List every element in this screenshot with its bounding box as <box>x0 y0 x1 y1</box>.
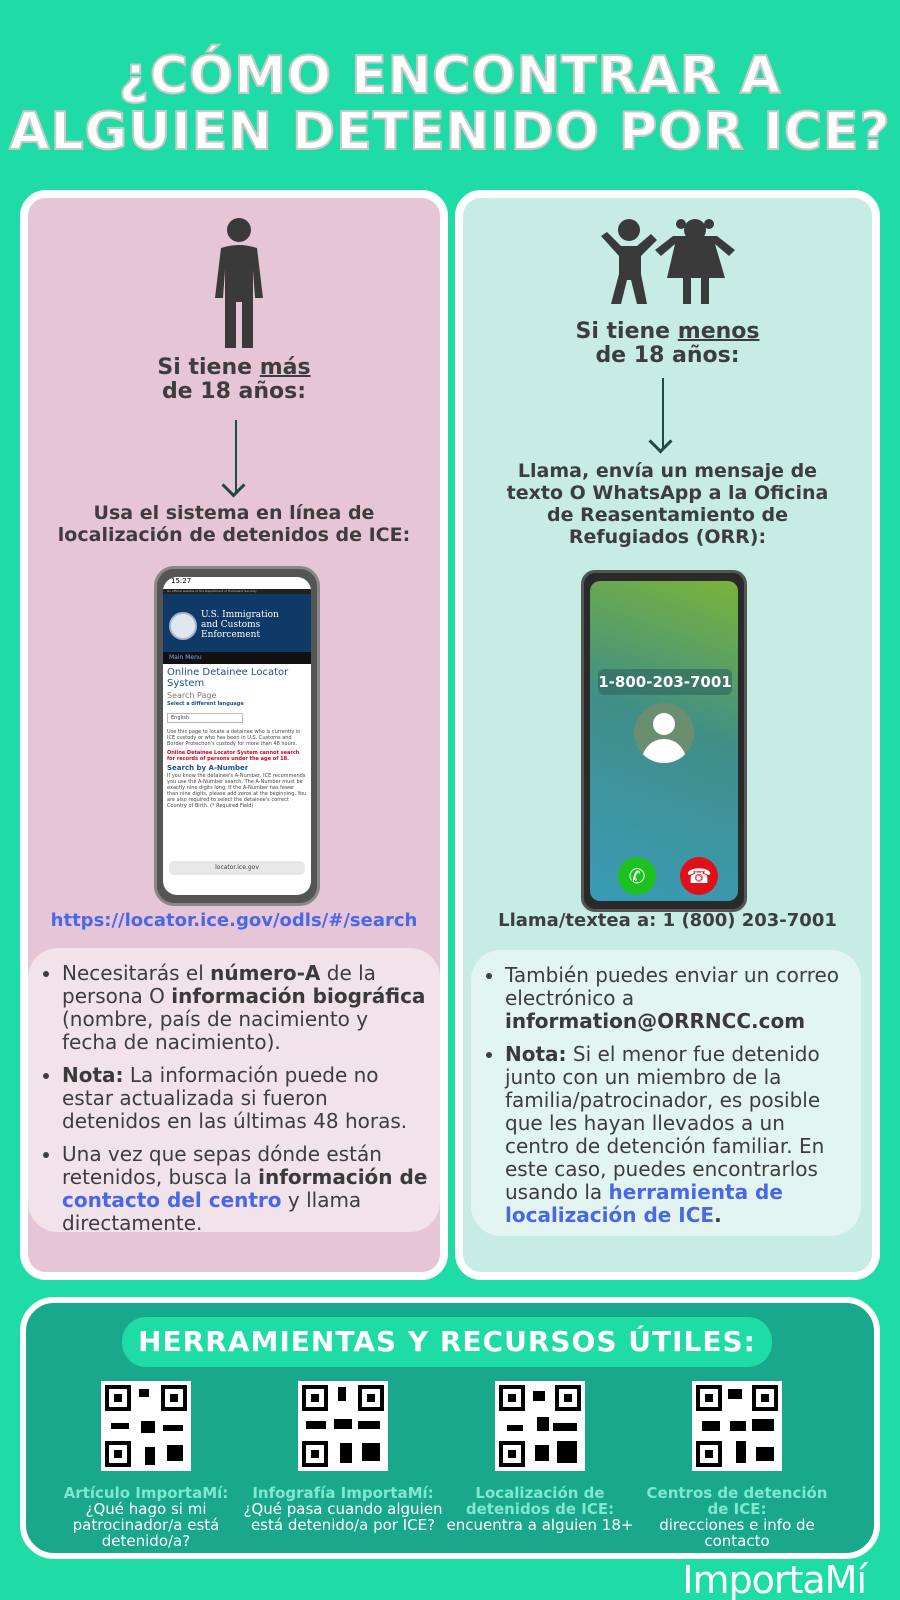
a-number-heading: Search by A-Number <box>167 764 249 772</box>
resource-heading: Infografía ImportaMí: <box>252 1484 434 1502</box>
down-arrow-icon <box>662 378 664 448</box>
locator-title: Online Detainee Locator System <box>167 667 289 689</box>
decline-call-icon: ☎ <box>680 857 718 895</box>
locator-url-link[interactable]: https://locator.ice.gov/odls/#/search <box>50 910 418 931</box>
center-contact-link[interactable]: contacto del centro <box>62 1188 282 1212</box>
call-line: Llama/textea a: 1 (800) 203-7001 <box>498 910 837 931</box>
adult-panel <box>20 190 448 1280</box>
qr-code-icon[interactable] <box>101 1381 191 1471</box>
minor-panel <box>455 190 880 1280</box>
adult-bullet-2: • Nota: La información puede no estar actualizada si fueron detenidos en las últimas 48 horas. <box>62 1064 428 1133</box>
title-line-2: ALGUIEN DETENIDO POR ICE? <box>9 102 891 162</box>
resource-item-3[interactable] <box>440 1381 640 1533</box>
resource-text: encuentra a alguien 18+ <box>446 1516 634 1534</box>
dhs-banner: An official website of the Department of Homeland Security <box>163 589 311 594</box>
minor-heading: Si tiene menos de 18 años: <box>575 319 760 368</box>
adult-person-icon <box>211 218 267 350</box>
caller-number: 1-800-203-7001 <box>598 669 732 695</box>
ice-locator-link[interactable]: herramienta de localización de ICE <box>505 1180 783 1227</box>
resource-item-4[interactable] <box>637 1381 837 1549</box>
minor-bullet-1: • También puedes enviar un correo electrónico a information@ORRNCC.com <box>505 964 849 1033</box>
resource-text: ¿Qué hago si mi patrocinador/a está detenido/a? <box>72 1500 220 1550</box>
main-menu: Main Menu <box>163 652 311 664</box>
avatar-icon <box>634 703 694 763</box>
status-time: 15:27 <box>171 577 192 585</box>
resource-heading: Centros de detención de ICE: <box>646 1484 828 1518</box>
locator-screenshot <box>154 566 320 906</box>
minor-bullet-2: • Nota: Si el menor fue detenido junto con un miembro de la familia/patrocinador, es posible que les hayan llevados a un centro de detención familiar. En este caso, puedes encontrarlos usando la herramienta de localización de ICE. <box>505 1043 849 1227</box>
adult-bullet-3: • Una vez que sepas dónde están retenidos, busca la información de contacto del centro y llama directamente. <box>62 1143 428 1235</box>
title-line-1: ¿CÓMO ENCONTRAR A <box>118 46 782 106</box>
minor-info-bubble <box>471 950 861 1236</box>
language-link: Select a different language <box>167 701 244 707</box>
qr-code-icon[interactable] <box>692 1381 782 1471</box>
age-warning: Online Detainee Locator System cannot search for records of persons under the age of 18. <box>167 750 300 762</box>
resource-heading: Artículo ImportaMí: <box>63 1484 229 1502</box>
resource-item-2[interactable] <box>243 1381 443 1533</box>
resource-item-1[interactable] <box>46 1381 246 1549</box>
adult-bullet-1: • Necesitarás el número-A de la persona O información biográfica (nombre, país de nacimiento y fecha de nacimiento). <box>62 962 428 1054</box>
resource-heading: Localización de detenidos de ICE: <box>465 1484 615 1518</box>
dhs-seal-icon <box>169 612 197 640</box>
adult-instruction: Usa el sistema en línea de localización de detenidos de ICE: <box>57 502 411 546</box>
adult-info-bubble <box>28 948 440 1235</box>
children-icon <box>591 216 741 308</box>
qr-code-icon[interactable] <box>298 1381 388 1471</box>
accept-call-icon: ✆ <box>618 857 656 895</box>
orr-email[interactable]: information@ORRNCC.com <box>505 1009 806 1033</box>
call-screen-mock <box>581 570 747 912</box>
language-select: English <box>167 713 243 723</box>
importami-logo: ImportaMí <box>682 1558 866 1600</box>
down-arrow-icon <box>235 420 237 492</box>
resource-text: direcciones e info de contacto <box>659 1516 815 1550</box>
resources-title: HERRAMIENTAS Y RECURSOS ÚTILES: <box>122 1317 772 1367</box>
adult-heading: Si tiene más de 18 años: <box>157 355 311 404</box>
resources-section <box>20 1297 880 1559</box>
search-page-label: Search Page <box>167 691 217 700</box>
a-number-text: If you know the detainee's A-Number, ICE recommends you use the A-Number search. The A-Number must be exactly nine digits long. If the A-Number has fewer than nine digits, please add zeros at the beginning. You are also required to select the detainee's correct Country of Birth. (* Required Field) <box>167 773 307 809</box>
qr-code-icon[interactable] <box>495 1381 585 1471</box>
ice-header: U.S. Immigration and Customs Enforcement <box>163 594 311 652</box>
locator-intro: Use this page to locate a detainee who is currently in ICE custody or who has been in U.S. Customs and Border Protection's custody for more than 48 hours. <box>167 729 301 747</box>
minor-instruction: Llama, envía un mensaje de texto O WhatsApp a la Oficina de Reasentamiento de Refugiados (ORR): <box>506 460 829 548</box>
page-title <box>0 48 900 160</box>
address-bar: locator.ice.gov <box>169 861 305 875</box>
resource-text: ¿Qué pasa cuando alguien está detenido/a por ICE? <box>243 1500 443 1534</box>
